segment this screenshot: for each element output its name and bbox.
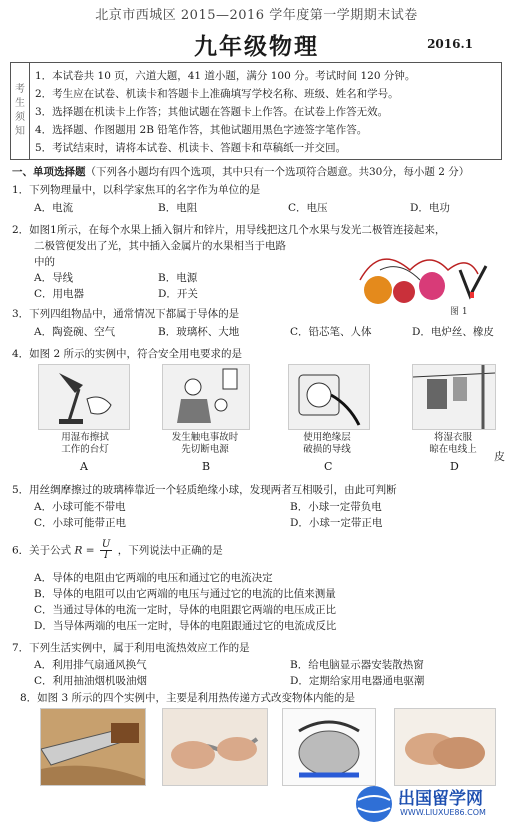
formula-lhs: R =: [74, 544, 95, 557]
caption-line: 用湿布擦拭: [61, 432, 109, 443]
notice-item: 1．本试卷共 10 页，六道大题，41 道小题，满分 100 分。考试时间 120 分钟。: [35, 70, 416, 82]
q5-option-d: D．小球一定带正电: [290, 517, 383, 529]
question-2-stem-line2: 二极管便发出了光，其中插入金属片的水果相当于电路: [34, 240, 286, 252]
q4-caption-a: [40, 432, 130, 456]
notice-item: 5．考试结束时，请将本试卷、机读卡、答题卡和草稿纸一并交回。: [35, 142, 347, 154]
caption-line: 使用绝缘层: [303, 432, 351, 443]
q4-caption-d: [410, 432, 496, 456]
q4-letter-a: A: [80, 460, 88, 473]
caption-line: 将湿衣服: [433, 432, 472, 443]
section-title: [12, 164, 469, 179]
q7-option-a: A．利用排气扇通风换气: [34, 659, 147, 671]
q7-option-c: C．利用抽油烟机吸油烟: [34, 675, 148, 687]
notice-label-char: 须: [15, 112, 25, 123]
q1-option-c: C．电压: [288, 202, 328, 214]
rubbing-hands-icon: [395, 709, 495, 785]
q4-caption-b: [158, 432, 252, 456]
notice-item: 2．考生应在试卷、机读卡和答题卡上准确填写学校名称、班级、姓名和学号。: [35, 88, 399, 100]
outlet-plug-icon: [289, 365, 369, 429]
lamp-wet-cloth-image: [38, 364, 130, 430]
saw-icon: [41, 709, 145, 785]
apple-fruit-icon: [393, 281, 415, 303]
q2-option-d: D．开关: [158, 288, 198, 300]
stray-character: 皮: [494, 450, 505, 463]
exam-header: 北京市西城区 2015—2016 学年度第一学期期末试卷: [95, 8, 418, 23]
led-diode-icon: [460, 266, 486, 296]
caption-line: 工作的台灯: [61, 444, 109, 455]
section-description: （下列各小题均有四个选项，其中只有一个选项符合题意。共30分，每小题 2 分）: [85, 166, 470, 178]
notice-label-char: 生: [15, 98, 25, 109]
section-heading: 一、单项选择题: [12, 166, 86, 178]
kettle-icon: [283, 709, 375, 785]
notice-label-char: 知: [15, 126, 25, 137]
caption-line: 晾在电线上: [429, 444, 477, 455]
q1-option-d: D．电功: [410, 202, 450, 214]
question-7-stem: 7．下列生活实例中，属于利用电流热效应工作的是: [12, 642, 250, 654]
q1-option-a: A．电流: [34, 202, 74, 214]
bending-wire-image: [162, 708, 268, 786]
caption-line: 发生触电事故时: [171, 432, 239, 443]
q6-option-a: A．导体的电阻由它两端的电压和通过它的电流决定: [34, 572, 273, 584]
q3-option-a: A．陶瓷碗、空气: [34, 326, 116, 338]
q6-option-b: B．导体的电阻可以由它两端的电压与通过它的电流的比值来测量: [34, 588, 336, 600]
desk-lamp-icon: [39, 365, 129, 429]
q6-stem-suffix: ，下列说法中正确的是: [117, 544, 223, 557]
notice-label: [11, 63, 30, 159]
rescue-electric-shock-image: [162, 364, 250, 430]
q6-option-c: C．当通过导体的电流一定时，导体的电阻跟它两端的电压成正比: [34, 604, 337, 616]
candidate-notice-box: [10, 62, 502, 160]
q5-option-c: C．小球可能带正电: [34, 517, 127, 529]
q7-option-d: D．定期给家用电器通电驱潮: [290, 675, 425, 687]
q5-option-a: A．小球可能不带电: [34, 501, 126, 513]
question-8-stem: 8．如图 3 所示的四个实例中，主要是利用热传递方式改变物体内能的是: [20, 692, 356, 704]
q5-option-b: B．小球一定带负电: [290, 501, 382, 513]
watermark-url: WWW.LIUXUE86.COM: [400, 808, 486, 817]
figure-1-label: 图 1: [450, 307, 468, 317]
q1-option-b: B．电阻: [158, 202, 198, 214]
q7-option-b: B．给电脑显示器安装散热窗: [290, 659, 424, 671]
q4-letter-d: D: [450, 460, 459, 473]
q2-option-a: A．导线: [34, 272, 74, 284]
led-light-icon: [470, 292, 474, 298]
fruit-battery-figure: [340, 240, 500, 318]
notice-list: [35, 67, 497, 157]
kettle-on-stove-image: [282, 708, 376, 786]
hands-wire-icon: [163, 709, 267, 785]
wet-clothes-on-wire-image: [412, 364, 496, 430]
question-4-stem: 4．如图 2 所示的实例中，符合安全用电要求的是: [12, 348, 243, 360]
q4-letter-b: B: [202, 460, 211, 473]
caption-line: 先切断电源: [181, 444, 229, 455]
formula-fraction: [100, 540, 112, 561]
caption-line: 破损的导线: [303, 444, 351, 455]
q6-stem-prefix: 6．关于公式: [12, 544, 72, 557]
question-1-stem: 1．下列物理量中，以科学家焦耳的名字作为单位的是: [12, 184, 261, 196]
wire-icon: [380, 267, 420, 280]
notice-item: 3．选择题在机读卡上作答；其他试题在答题卡上作答。在试卷上作答无效。: [35, 106, 389, 118]
q4-letter-c: C: [324, 460, 333, 473]
q3-option-c: C．铅芯笔、人体: [290, 326, 372, 338]
exam-date: 2016.1: [427, 37, 473, 51]
orange-fruit-icon: [364, 276, 392, 304]
q2-option-b: B．电源: [158, 272, 198, 284]
formula-numerator: U: [101, 539, 111, 550]
damaged-wire-outlet-image: [288, 364, 370, 430]
notice-item: 4．选择题、作图题用 2B 铅笔作答，其他试题用黑色字迹签字笔作答。: [35, 124, 368, 136]
q3-option-b: B．玻璃杯、大地: [158, 326, 240, 338]
clothes-line-icon: [413, 365, 495, 429]
rubbing-hands-image: [394, 708, 496, 786]
q2-option-c: C．用电器: [34, 288, 85, 300]
question-3-stem: 3．下列四组物品中，通常情况下都属于导体的是: [12, 308, 240, 320]
question-2-stem-line3: 中的: [34, 256, 55, 268]
notice-label-char: 考: [15, 84, 25, 95]
watermark-logo: [352, 782, 512, 826]
question-5-stem: 5．用丝绸摩擦过的玻璃棒靠近一个轻质绝缘小球，发现两者互相吸引，由此可判断: [12, 484, 397, 496]
dragon-fruit-icon: [419, 272, 445, 300]
q3-option-d: D．电炉丝、橡皮: [412, 326, 494, 338]
q4-caption-c: [284, 432, 370, 456]
question-2-stem-line1: 2．如图1所示，在每个水果上插入铜片和锌片，用导线把这几个水果与发光二极管连接起来，: [12, 224, 446, 236]
rescue-scene-icon: [163, 365, 249, 429]
sawing-wood-image: [40, 708, 146, 786]
q6-option-d: D．当导体两端的电压一定时，导体的电阻跟通过它的电流成反比: [34, 620, 337, 632]
formula-denominator: I: [104, 550, 109, 561]
exam-title: 九年级物理: [194, 33, 319, 60]
watermark-text: 出国留学网: [398, 789, 483, 809]
question-6-stem: [12, 540, 223, 561]
